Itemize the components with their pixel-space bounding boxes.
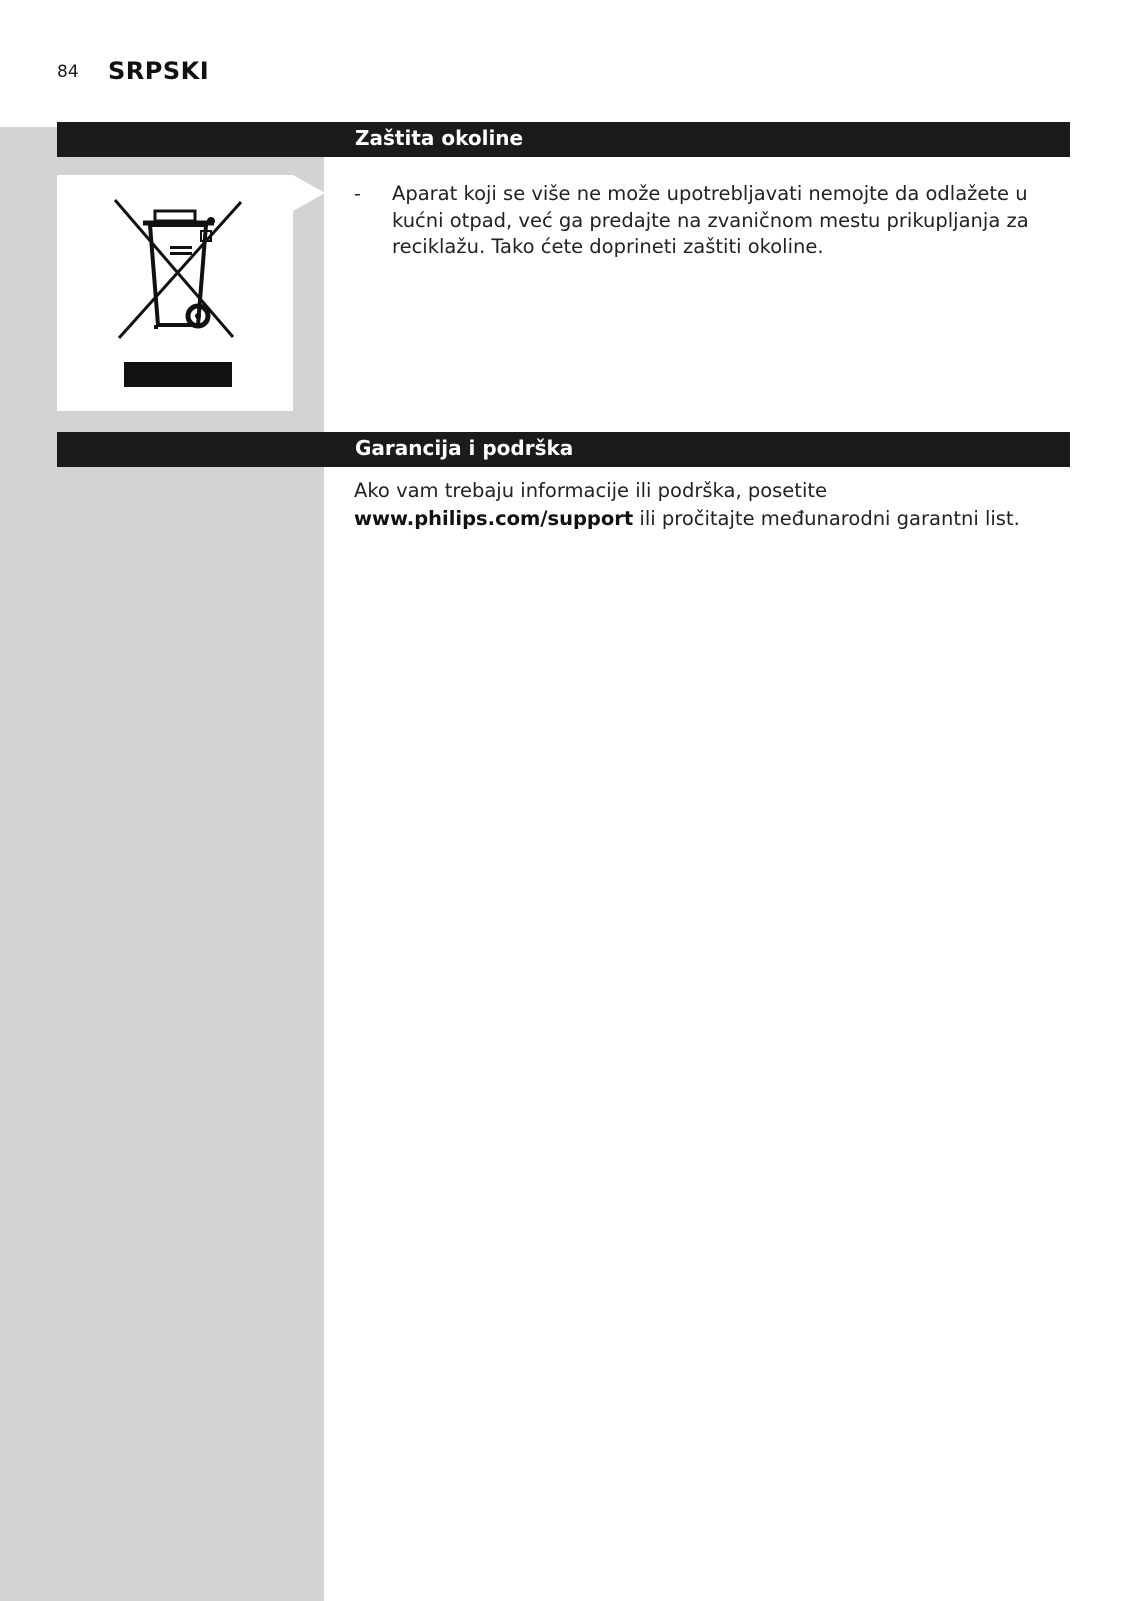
warranty-text-after: ili pročitajte međunarodni garantni list. xyxy=(633,507,1020,530)
warranty-paragraph xyxy=(354,477,1069,533)
bullet-item: Aparat koji se više ne može upotrebljavati nemojte da odlažete u kućni otpad, već ga predajte na zvaničnom mestu prikupljanja za reciklažu. Tako ćete doprineti zaštiti okoline. xyxy=(392,182,1029,258)
section-bar-warranty xyxy=(57,432,1070,467)
language-heading: SRPSKI xyxy=(108,57,210,85)
crossed-out-wheelie-bin-icon xyxy=(57,175,293,411)
image-pointer xyxy=(293,175,325,211)
section-title-warranty: Garancija i podrška xyxy=(355,436,574,460)
bullet-marker: - xyxy=(354,183,361,205)
section-bar-environment xyxy=(57,122,1070,157)
section-title-environment: Zaštita okoline xyxy=(355,126,524,150)
warranty-text-before: Ako vam trebaju informacije ili podrška, posetite xyxy=(354,479,828,502)
page-number: 84 xyxy=(57,62,79,82)
disposal-image xyxy=(57,175,293,411)
support-link[interactable]: www.philips.com/support xyxy=(354,507,634,530)
